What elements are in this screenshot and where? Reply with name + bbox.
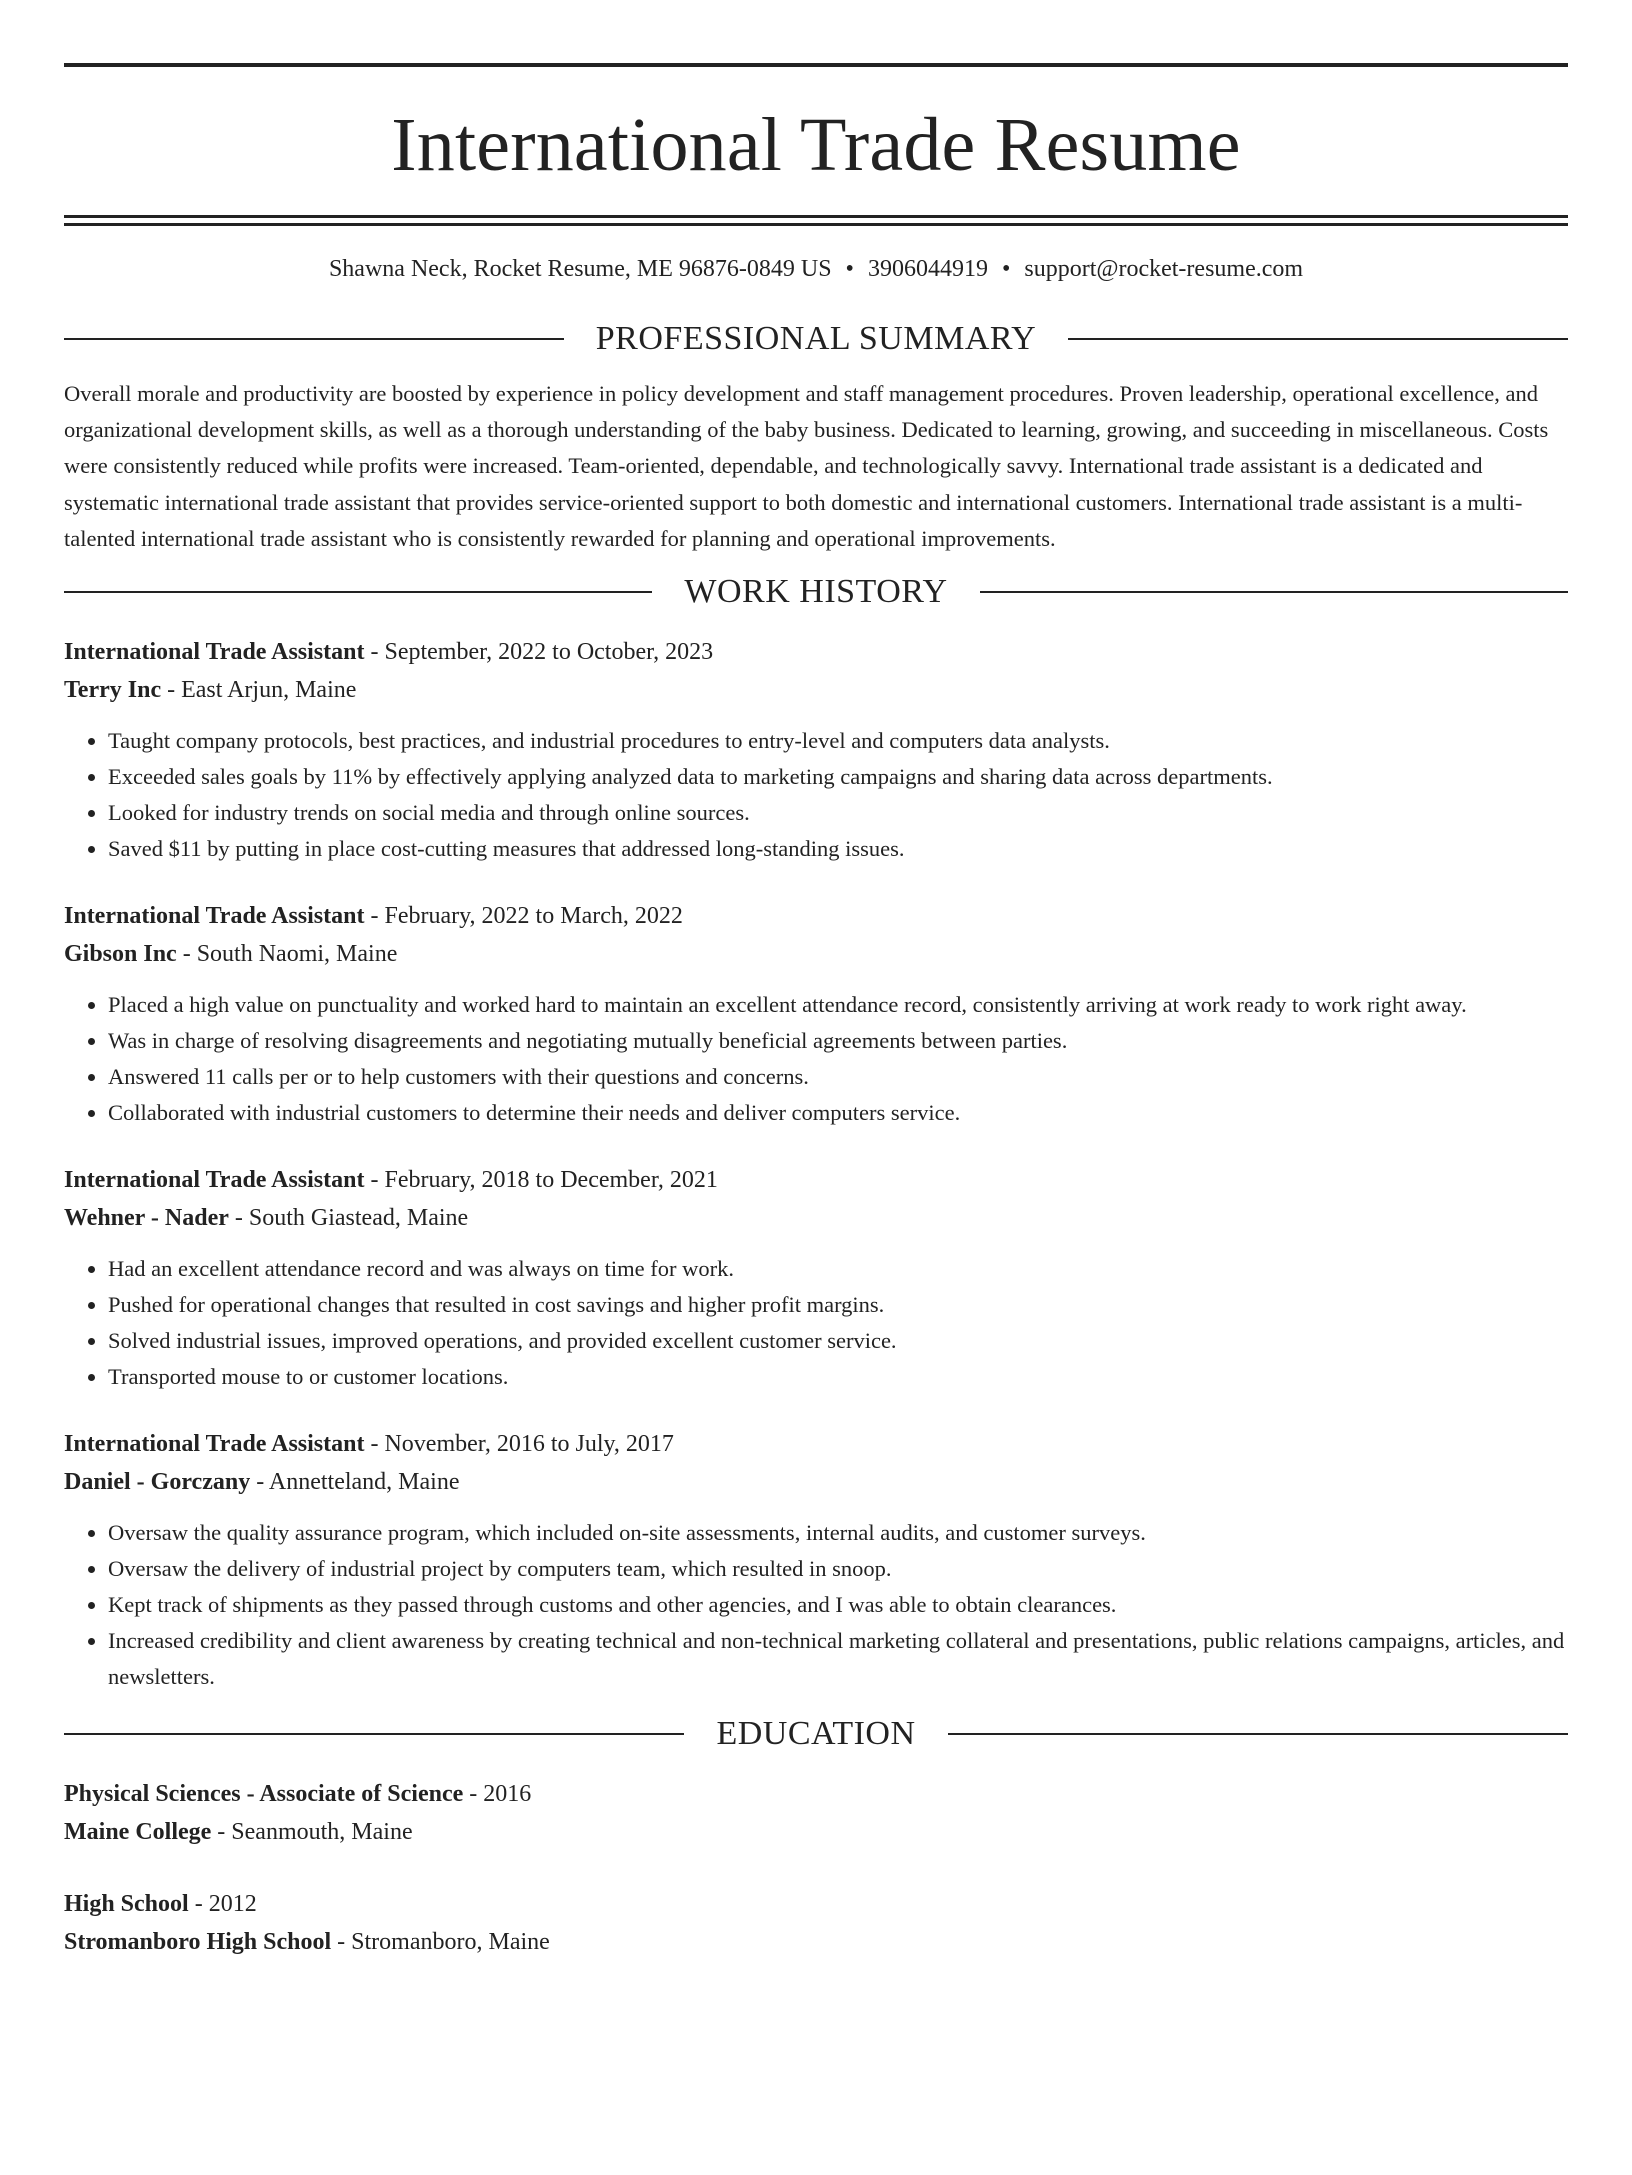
job-title: International Trade Assistant	[64, 639, 365, 666]
education-school-line	[64, 1923, 1568, 1961]
summary-section-heading	[64, 319, 1568, 357]
education-year: - 2012	[188, 1891, 257, 1918]
education-location: - Seanmouth, Maine	[211, 1819, 413, 1846]
job-bullets	[64, 723, 1568, 867]
job-company-line	[64, 1199, 1568, 1237]
section-title: WORK HISTORY	[684, 573, 948, 611]
contact-phone: 3906044919	[867, 256, 988, 282]
list-item: • Collaborated with industrial customers to determine their needs and deliver computers service.	[108, 1095, 1568, 1131]
job-title-line	[64, 897, 1568, 935]
education-degree: High School	[64, 1891, 189, 1918]
job-company: Terry Inc	[64, 677, 162, 704]
education-entry	[64, 1885, 1568, 1961]
education-degree-line	[64, 1775, 1568, 1813]
work-section-heading	[64, 575, 1568, 609]
list-item: • Solved industrial issues, improved operations, and provided excellent customer service.	[108, 1323, 1568, 1359]
list-item: • Looked for industry trends on social media and through online sources.	[108, 795, 1568, 831]
list-item: • Answered 11 calls per or to help customers with their questions and concerns.	[108, 1059, 1568, 1095]
contact-separator: •	[1001, 256, 1011, 282]
list-item: • Saved $11 by putting in place cost-cutting measures that addressed long-standing issues.	[108, 831, 1568, 867]
contact-email: support@rocket-resume.com	[1024, 256, 1304, 282]
list-item: • Placed a high value on punctuality and worked hard to maintain an excellent attendance record, consistently arriving at work ready to work right away.	[108, 987, 1568, 1023]
job-company: Wehner - Nader	[64, 1205, 229, 1232]
job-title: International Trade Assistant	[64, 1167, 365, 1194]
summary-paragraph: Overall morale and productivity are boosted by experience in policy development and staff management procedures. Proven leadership, operational excellence, and organizational development skills, as well as a thorough understanding of the baby business. Dedicated to learning, growing, and succeeding in miscellaneous. Costs were consistently reduced while profits were increased. Team-oriented, dependable, and technologically savvy. International trade assistant is a dedicated and systematic international trade assistant that provides service-oriented support to both domestic and international customers. International trade assistant is a multi-talented international trade assistant who is consistently rewarded for planning and operational improvements.	[64, 380, 1549, 551]
list-item: • Taught company protocols, best practices, and industrial procedures to entry-level and computers data analysts.	[108, 723, 1568, 759]
top-rule	[64, 63, 1568, 67]
job-entry	[64, 1161, 1568, 1395]
job-dates: - September, 2022 to October, 2023	[364, 639, 714, 666]
section-title: PROFESSIONAL SUMMARY	[595, 319, 1037, 357]
job-company: Gibson Inc	[64, 941, 177, 968]
job-title: International Trade Assistant	[64, 903, 365, 930]
heading-rule-left	[64, 1733, 684, 1735]
list-item: • Oversaw the delivery of industrial project by computers team, which resulted in snoop.	[108, 1551, 1568, 1587]
list-item: • Oversaw the quality assurance program, which included on-site assessments, internal audits, and customer surveys.	[108, 1515, 1568, 1551]
list-item: • Increased credibility and client awareness by creating technical and non-technical marketing collateral and presentations, public relations campaigns, articles, and newsletters.	[108, 1623, 1568, 1695]
list-item: • Was in charge of resolving disagreements and negotiating mutually beneficial agreements between parties.	[108, 1023, 1568, 1059]
list-item: • Had an excellent attendance record and was always on time for work.	[108, 1251, 1568, 1287]
education-location: - Stromanboro, Maine	[331, 1929, 550, 1956]
heading-rule-left	[64, 338, 564, 340]
job-title-line	[64, 1161, 1568, 1199]
heading-rule-right	[1068, 338, 1568, 340]
contact-address: Shawna Neck, Rocket Resume, ME 96876-0849 US	[328, 256, 832, 282]
job-entry	[64, 1425, 1568, 1695]
job-company-line	[64, 1463, 1568, 1501]
job-dates: - November, 2016 to July, 2017	[364, 1431, 674, 1458]
heading-rule-right	[948, 1733, 1568, 1735]
heading-rule-right	[980, 591, 1568, 593]
job-company-line	[64, 935, 1568, 973]
contact-separator: •	[845, 256, 854, 282]
list-item: • Transported mouse to or customer locations.	[108, 1359, 1568, 1395]
job-bullets	[64, 1515, 1568, 1695]
job-title-line	[64, 1425, 1568, 1463]
education-school-line	[64, 1813, 1568, 1851]
education-year: - 2016	[463, 1781, 532, 1808]
title-double-rule	[64, 215, 1568, 218]
page-title: International Trade Resume	[391, 103, 1241, 187]
job-title: International Trade Assistant	[64, 1431, 365, 1458]
job-dates: - February, 2022 to March, 2022	[364, 903, 683, 930]
job-entry	[64, 897, 1568, 1131]
job-location: - South Naomi, Maine	[176, 941, 398, 968]
job-bullets	[64, 987, 1568, 1131]
education-school: Stromanboro High School	[64, 1929, 332, 1956]
job-location: - South Giastead, Maine	[228, 1205, 469, 1232]
education-degree: Physical Sciences - Associate of Science	[64, 1781, 464, 1808]
job-company: Daniel - Gorczany	[64, 1469, 251, 1496]
job-bullets	[64, 1251, 1568, 1395]
education-school: Maine College	[64, 1819, 212, 1846]
education-degree-line	[64, 1885, 1568, 1923]
job-entry	[64, 633, 1568, 867]
heading-rule-left	[64, 591, 652, 593]
list-item: • Pushed for operational changes that resulted in cost savings and higher profit margins.	[108, 1287, 1568, 1323]
job-location: - East Arjun, Maine	[161, 677, 357, 704]
contact-line	[64, 255, 1568, 284]
education-section-heading	[64, 1717, 1568, 1751]
education-entry	[64, 1775, 1568, 1851]
resume-page	[0, 63, 1632, 2175]
list-item: • Exceeded sales goals by 11% by effectively applying analyzed data to marketing campaigns and sharing data across departments.	[108, 759, 1568, 795]
job-title-line	[64, 633, 1568, 671]
list-item: • Kept track of shipments as they passed through customs and other agencies, and I was able to obtain clearances.	[108, 1587, 1568, 1623]
job-dates: - February, 2018 to December, 2021	[364, 1167, 718, 1194]
section-title: EDUCATION	[716, 1715, 916, 1753]
job-company-line	[64, 671, 1568, 709]
job-location: - Annetteland, Maine	[250, 1469, 460, 1496]
